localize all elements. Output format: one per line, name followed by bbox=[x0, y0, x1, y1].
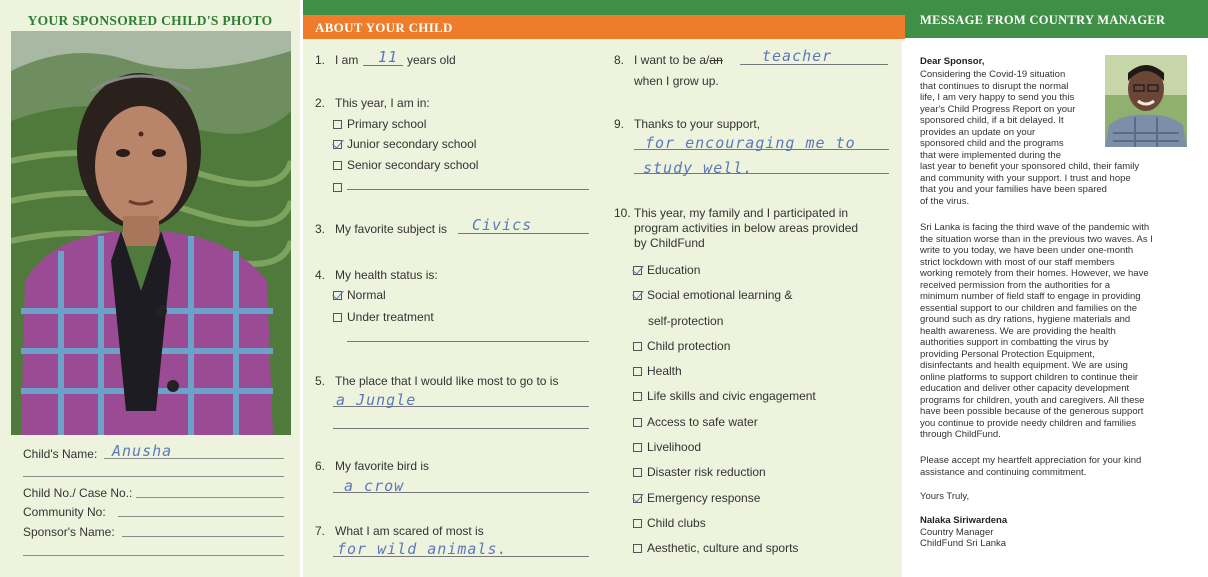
q1-text: I am bbox=[335, 53, 359, 67]
checkbox[interactable] bbox=[633, 544, 642, 553]
checkbox[interactable] bbox=[333, 183, 342, 192]
checkbox-checked[interactable] bbox=[633, 494, 642, 503]
message-paragraph-3: Please accept my heartfelt appreciation for your kind assistance and continuing commitment. bbox=[920, 455, 1142, 478]
manager-message-header bbox=[905, 0, 1208, 38]
q10-number: 10. bbox=[614, 206, 631, 220]
community-no-label: Community No: bbox=[23, 505, 106, 519]
q10-option-life-skills[interactable]: Life skills and civic engagement bbox=[633, 389, 816, 403]
q2-option-other[interactable] bbox=[333, 180, 347, 194]
q7-answer: for wild animals. bbox=[337, 540, 508, 558]
q8-text2: when I grow up. bbox=[634, 74, 719, 88]
q3-text: My favorite subject is bbox=[335, 222, 448, 236]
q7-number: 7. bbox=[315, 524, 326, 538]
q4-text: My health status is: bbox=[335, 268, 438, 282]
q10-option-health[interactable]: Health bbox=[633, 364, 682, 378]
child-photo bbox=[11, 31, 291, 435]
q2-number: 2. bbox=[315, 96, 326, 110]
q10-option-sel[interactable]: Social emotional learning & bbox=[633, 288, 792, 302]
q8-number: 8. bbox=[614, 53, 625, 67]
child-no-label: Child No./ Case No.: bbox=[23, 486, 133, 500]
sponsor-name-line bbox=[122, 536, 284, 537]
q4-option-treatment[interactable]: Under treatment bbox=[333, 310, 434, 324]
child-no-line bbox=[136, 497, 284, 498]
checkbox-checked[interactable] bbox=[633, 291, 642, 300]
checkbox-checked[interactable] bbox=[333, 291, 342, 300]
q10-option-disaster[interactable]: Disaster risk reduction bbox=[633, 465, 766, 479]
q10-option-sel-cont: self-protection bbox=[648, 314, 724, 328]
blank-line bbox=[23, 476, 284, 477]
manager-message-title: MESSAGE FROM COUNTRY MANAGER bbox=[920, 13, 1166, 27]
about-child-header bbox=[303, 15, 905, 39]
checkbox[interactable] bbox=[633, 468, 642, 477]
q10-option-education[interactable]: Education bbox=[633, 263, 700, 277]
q9-answer-1: for encouraging me to bbox=[645, 134, 856, 152]
photo-panel bbox=[0, 0, 300, 577]
q4-number: 4. bbox=[315, 268, 326, 282]
manager-org: ChildFund Sri Lanka bbox=[920, 538, 1007, 549]
q6-answer: a crow bbox=[344, 477, 405, 495]
checkbox-checked[interactable] bbox=[333, 140, 342, 149]
checkbox[interactable] bbox=[633, 342, 642, 351]
q1-answer: 11 bbox=[378, 48, 399, 66]
checkbox[interactable] bbox=[633, 418, 642, 427]
blank-line bbox=[23, 555, 284, 556]
q3-number: 3. bbox=[315, 222, 326, 236]
q10-option-livelihood[interactable]: Livelihood bbox=[633, 440, 701, 454]
closing: Yours Truly, bbox=[920, 491, 970, 502]
q8-struck-text: an bbox=[709, 53, 723, 67]
child-name-value: Anusha bbox=[112, 442, 173, 460]
checkbox[interactable] bbox=[633, 519, 642, 528]
checkbox[interactable] bbox=[333, 120, 342, 129]
checkbox[interactable] bbox=[633, 367, 642, 376]
about-child-title: ABOUT YOUR CHILD bbox=[315, 20, 453, 35]
checkbox[interactable] bbox=[333, 161, 342, 170]
photo-panel-title: YOUR SPONSORED CHILD'S PHOTO bbox=[27, 13, 273, 28]
q7-text: What I am scared of most is bbox=[335, 524, 484, 538]
q10-option-child-clubs[interactable]: Child clubs bbox=[633, 516, 706, 530]
checkbox-checked[interactable] bbox=[633, 266, 642, 275]
q10-text-line2: program activities in below areas provided bbox=[634, 221, 859, 235]
q5-answer: a Jungle bbox=[336, 391, 417, 409]
q10-option-emergency[interactable]: Emergency response bbox=[633, 491, 760, 505]
q4-option-normal[interactable]: Normal bbox=[333, 288, 386, 302]
checkbox[interactable] bbox=[633, 443, 642, 452]
top-green-strip bbox=[303, 0, 905, 15]
q10-text-line3: by ChildFund bbox=[634, 236, 705, 250]
q2-option-junior[interactable]: Junior secondary school bbox=[333, 137, 476, 151]
q9-text: Thanks to your support, bbox=[634, 117, 761, 131]
q5-text: The place that I would like most to go to is bbox=[335, 374, 559, 388]
q10-option-water[interactable]: Access to safe water bbox=[633, 415, 758, 429]
checkbox[interactable] bbox=[333, 313, 342, 322]
manager-name: Nalaka Siriwardena bbox=[920, 515, 1008, 526]
q8-text: I want to be a/an bbox=[634, 53, 723, 67]
manager-message-panel bbox=[905, 0, 1208, 577]
q6-text: My favorite bird is bbox=[335, 459, 430, 473]
q10-option-child-protection[interactable]: Child protection bbox=[633, 339, 730, 353]
community-no-line bbox=[118, 516, 284, 517]
q2-other-line bbox=[347, 189, 589, 190]
q1-number: 1. bbox=[315, 53, 326, 67]
greeting: Dear Sponsor, bbox=[920, 56, 985, 67]
sponsor-name-label: Sponsor's Name: bbox=[23, 525, 115, 539]
q10-option-aesthetic[interactable]: Aesthetic, culture and sports bbox=[633, 541, 798, 555]
q9-answer-2: study well. bbox=[643, 159, 754, 177]
checkbox[interactable] bbox=[633, 392, 642, 401]
q10-text-line1: This year, my family and I participated in bbox=[634, 206, 849, 220]
q5-number: 5. bbox=[315, 374, 326, 388]
q5-line-2 bbox=[333, 428, 589, 429]
child-name-label: Child's Name: bbox=[23, 447, 98, 461]
q1-text-post: years old bbox=[407, 53, 456, 67]
q4-treatment-line bbox=[347, 341, 589, 342]
q2-option-senior[interactable]: Senior secondary school bbox=[333, 158, 478, 172]
manager-role: Country Manager bbox=[920, 527, 994, 538]
q6-number: 6. bbox=[315, 459, 326, 473]
q8-answer: teacher bbox=[762, 47, 833, 65]
q3-answer: Civics bbox=[472, 216, 533, 234]
q9-number: 9. bbox=[614, 117, 625, 131]
message-paragraph-2: Sri Lanka is facing the third wave of the pandemic with the situation worse than in the previous two waves. As I write to you today, we have been under one-month strict lockdown with most of our staff members working remotely from their homes. However, we have received permission from the authorities for a minimum number of field staff to engage in providing essential support to our children and families on the ground such as dry rations, hygiene materials and health awareness. We are providing the health authorities support in combatting the virus by providing Personal Protection Equipment, disinfectants and health equipment. We are using online platforms to support children to continue their education and deliver other capacity development programs for children, youth and caregivers. All these have been possible because of the generous support you continue to provide needy children and families through ChildFund. bbox=[920, 222, 1153, 440]
q2-text: This year, I am in: bbox=[335, 96, 430, 110]
message-paragraph-1: Considering the Covid-19 situation that continues to disrupt the normal life, I am very happy to send you this year's Child Progress Report on your sponsored child, if a bit delayed. It provides an update on your sponsored child and the programs that were implemented during the last year to benefit your sponsored child, their family and community with your support. I trust and hope that you and your families have been spared of the virus. bbox=[920, 69, 1140, 207]
q2-option-primary[interactable]: Primary school bbox=[333, 117, 426, 131]
